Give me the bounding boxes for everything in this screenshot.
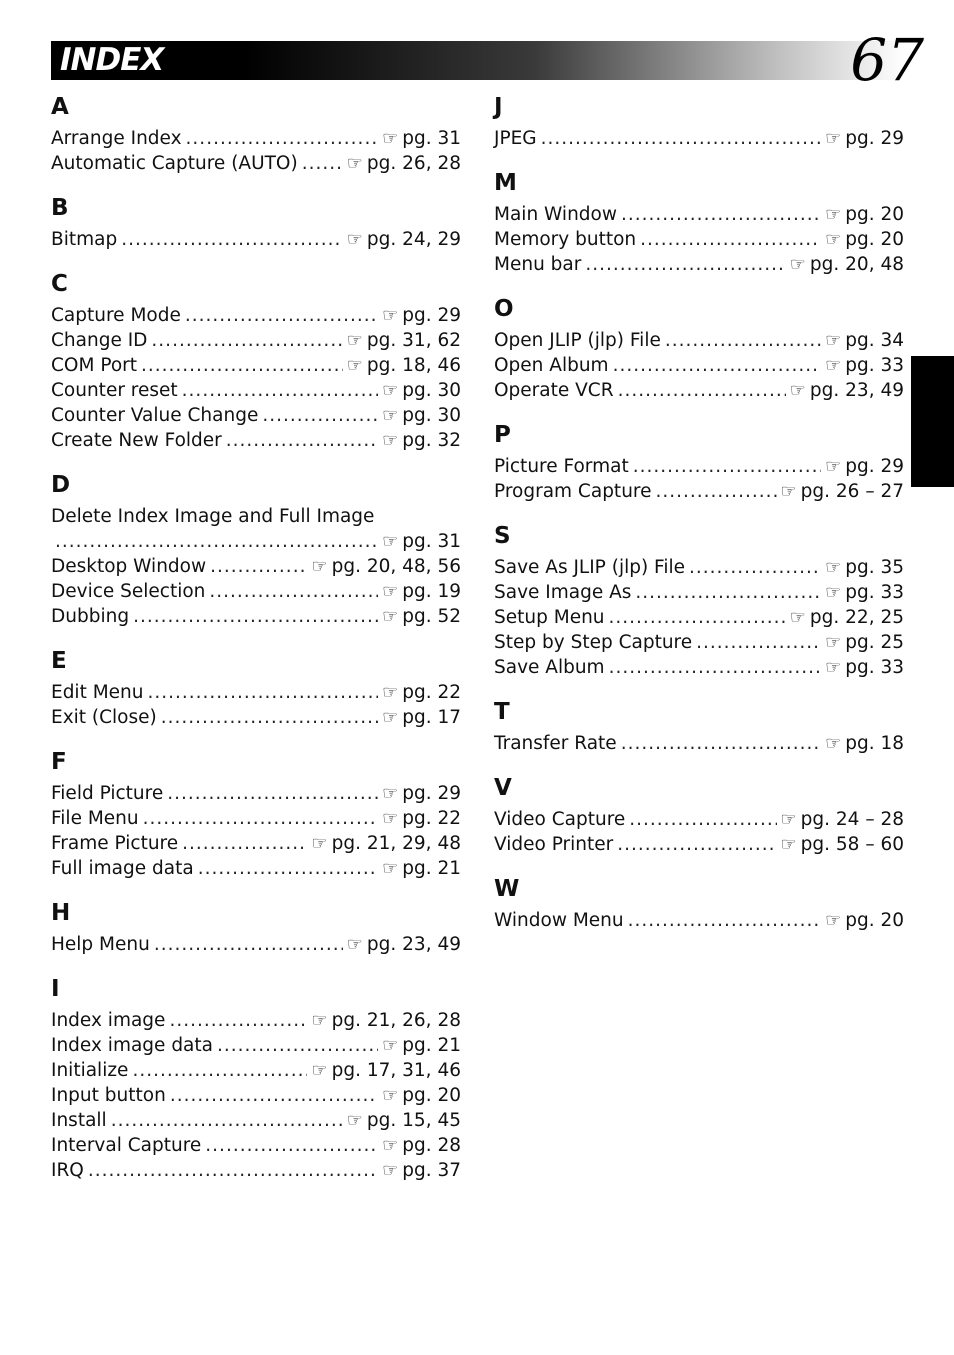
index-entry	[51, 856, 461, 881]
index-entry	[51, 831, 461, 856]
entry-term: Desktop Window	[51, 556, 207, 577]
entry-page-ref: pg. 17, 31, 46	[331, 1060, 461, 1081]
section-letter: W	[494, 876, 520, 902]
entry-term: COM Port	[51, 355, 137, 376]
pointing-hand-icon: ☞	[382, 682, 399, 703]
section-letter: I	[51, 976, 60, 1002]
thumb-index-tab	[911, 356, 954, 487]
page-number: 67	[850, 26, 924, 94]
pointing-hand-icon: ☞	[825, 355, 842, 376]
entry-page-ref: pg. 58 – 60	[800, 834, 904, 855]
dot-leader	[141, 353, 343, 378]
entry-term: Initialize	[51, 1060, 129, 1081]
index-section-c	[51, 269, 461, 453]
pointing-hand-icon: ☞	[825, 330, 842, 351]
entry-term: Automatic Capture (AUTO)	[51, 153, 298, 174]
section-letter: S	[494, 523, 511, 549]
entry-term: Menu bar	[494, 254, 582, 275]
pointing-hand-icon: ☞	[346, 1110, 363, 1131]
dot-leader	[621, 731, 821, 756]
index-entry	[51, 328, 461, 353]
section-letter: J	[494, 94, 503, 120]
dot-leader	[132, 1058, 307, 1083]
entry-term: JPEG	[494, 128, 537, 149]
dot-leader	[628, 908, 821, 933]
index-section-b	[51, 193, 461, 252]
index-section-f	[51, 747, 461, 881]
pointing-hand-icon: ☞	[780, 834, 797, 855]
entry-term: Create New Folder	[51, 430, 222, 451]
dot-leader	[111, 1108, 343, 1133]
dot-leader	[618, 378, 786, 403]
pointing-hand-icon: ☞	[382, 808, 399, 829]
pointing-hand-icon: ☞	[382, 858, 399, 879]
index-section-w	[494, 874, 904, 933]
pointing-hand-icon: ☞	[382, 1160, 399, 1181]
pointing-hand-icon: ☞	[382, 128, 399, 149]
pointing-hand-icon: ☞	[382, 380, 399, 401]
index-entry	[51, 504, 461, 529]
dot-leader	[133, 604, 378, 629]
entry-page-ref: pg. 21, 29, 48	[331, 833, 461, 854]
index-section-d	[51, 470, 461, 629]
dot-leader	[585, 252, 785, 277]
dot-leader	[55, 529, 378, 554]
entry-page-ref: pg. 25	[845, 632, 904, 653]
section-letter: F	[51, 749, 67, 775]
pointing-hand-icon: ☞	[825, 733, 842, 754]
entry-term: Help Menu	[51, 934, 150, 955]
dot-leader	[121, 227, 343, 252]
entry-term: Counter reset	[51, 380, 178, 401]
entry-term: Full image data	[51, 858, 194, 879]
dot-leader	[154, 932, 343, 957]
section-letter: E	[51, 648, 67, 674]
pointing-hand-icon: ☞	[382, 581, 399, 602]
pointing-hand-icon: ☞	[825, 582, 842, 603]
pointing-hand-icon: ☞	[825, 204, 842, 225]
pointing-hand-icon: ☞	[382, 606, 399, 627]
dot-leader	[621, 202, 821, 227]
index-entry	[51, 781, 461, 806]
pointing-hand-icon: ☞	[382, 531, 399, 552]
section-letter: T	[494, 699, 510, 725]
dot-leader	[148, 680, 379, 705]
dot-leader	[186, 126, 379, 151]
dot-leader	[182, 831, 307, 856]
index-section-t	[494, 697, 904, 756]
entry-page-ref: pg. 31	[402, 531, 461, 552]
index-entry	[494, 328, 904, 353]
section-letter: V	[494, 775, 512, 801]
entry-page-ref: pg. 29	[845, 128, 904, 149]
index-entry	[51, 1133, 461, 1158]
dot-leader	[217, 1033, 378, 1058]
entry-page-ref: pg. 19	[402, 581, 461, 602]
section-letter: H	[51, 900, 71, 926]
pointing-hand-icon: ☞	[382, 430, 399, 451]
entry-term: Main Window	[494, 204, 617, 225]
entry-page-ref: pg. 21	[402, 858, 461, 879]
pointing-hand-icon: ☞	[789, 254, 806, 275]
dot-leader	[689, 555, 821, 580]
entry-page-ref: pg. 22	[402, 808, 461, 829]
entry-page-ref: pg. 20, 48	[809, 254, 904, 275]
entry-term: Device Selection	[51, 581, 206, 602]
dot-leader	[205, 1133, 378, 1158]
entry-term: Capture Mode	[51, 305, 181, 326]
entry-page-ref: pg. 33	[845, 582, 904, 603]
index-entry	[494, 580, 904, 605]
index-entry	[494, 252, 904, 277]
entry-page-ref: pg. 31	[402, 128, 461, 149]
index-entry	[494, 202, 904, 227]
entry-page-ref: pg. 20	[845, 229, 904, 250]
pointing-hand-icon: ☞	[780, 481, 797, 502]
index-entry	[494, 227, 904, 252]
entry-page-ref: pg. 22	[402, 682, 461, 703]
section-letter: D	[51, 472, 71, 498]
pointing-hand-icon: ☞	[382, 405, 399, 426]
entry-page-ref: pg. 22, 25	[809, 607, 904, 628]
entry-page-ref: pg. 26 – 27	[800, 481, 904, 502]
entry-term: Dubbing	[51, 606, 130, 627]
section-letter: C	[51, 271, 68, 297]
section-letter: B	[51, 195, 69, 221]
entry-page-ref: pg. 18	[845, 733, 904, 754]
index-entry	[51, 126, 461, 151]
entry-term: Exit (Close)	[51, 707, 157, 728]
entry-term: Save Album	[494, 657, 605, 678]
entry-page-ref: pg. 31, 62	[366, 330, 461, 351]
entry-term: Change ID	[51, 330, 148, 351]
dot-leader	[151, 328, 342, 353]
dot-leader	[617, 832, 776, 857]
section-letter: A	[51, 94, 69, 120]
pointing-hand-icon: ☞	[382, 1085, 399, 1106]
index-entry	[494, 832, 904, 857]
dot-leader	[609, 655, 821, 680]
entry-page-ref: pg. 37	[402, 1160, 461, 1181]
dot-leader	[262, 403, 378, 428]
entry-term: Setup Menu	[494, 607, 605, 628]
entry-page-ref: pg. 29	[402, 783, 461, 804]
entry-page-ref: pg. 24, 29	[366, 229, 461, 250]
entry-term: Memory button	[494, 229, 637, 250]
entry-term: Transfer Rate	[494, 733, 617, 754]
dot-leader	[665, 328, 821, 353]
entry-term: Counter Value Change	[51, 405, 259, 426]
entry-page-ref: pg. 20	[845, 910, 904, 931]
entry-page-ref: pg. 52	[402, 606, 461, 627]
dot-leader	[541, 126, 821, 151]
index-column-left	[51, 90, 461, 1200]
pointing-hand-icon: ☞	[382, 305, 399, 326]
index-entry	[494, 807, 904, 832]
index-section-i	[51, 974, 461, 1183]
entry-page-ref: pg. 30	[402, 405, 461, 426]
entry-page-ref: pg. 26, 28	[366, 153, 461, 174]
index-entry	[51, 932, 461, 957]
pointing-hand-icon: ☞	[346, 330, 363, 351]
dot-leader	[210, 554, 307, 579]
dot-leader	[613, 353, 821, 378]
index-section-a	[51, 92, 461, 176]
dot-leader	[170, 1083, 378, 1108]
entry-term: Open Album	[494, 355, 609, 376]
index-entry	[51, 403, 461, 428]
entry-page-ref: pg. 32	[402, 430, 461, 451]
dot-leader	[209, 579, 378, 604]
dot-leader	[226, 428, 378, 453]
pointing-hand-icon: ☞	[311, 556, 328, 577]
section-letter: O	[494, 296, 514, 322]
pointing-hand-icon: ☞	[780, 809, 797, 830]
entry-page-ref: pg. 21	[402, 1035, 461, 1056]
dot-leader	[88, 1158, 378, 1183]
index-entry	[51, 378, 461, 403]
section-letter: P	[494, 422, 511, 448]
entry-page-ref: pg. 33	[845, 657, 904, 678]
entry-page-ref: pg. 20	[402, 1085, 461, 1106]
dot-leader	[629, 807, 776, 832]
entry-term: Index image data	[51, 1035, 213, 1056]
entry-term: Save Image As	[494, 582, 632, 603]
dot-leader	[161, 705, 378, 730]
entry-term: Index image	[51, 1010, 166, 1031]
entry-page-ref: pg. 29	[845, 456, 904, 477]
index-section-o	[494, 294, 904, 403]
entry-page-ref: pg. 18, 46	[366, 355, 461, 376]
pointing-hand-icon: ☞	[311, 1010, 328, 1031]
index-section-h	[51, 898, 461, 957]
entry-page-ref: pg. 21, 26, 28	[331, 1010, 461, 1031]
pointing-hand-icon: ☞	[789, 380, 806, 401]
dot-leader	[182, 378, 378, 403]
entry-term: Picture Format	[494, 456, 629, 477]
index-entry	[494, 454, 904, 479]
index-entry	[51, 554, 461, 579]
header-bar	[51, 41, 931, 80]
entry-term: Bitmap	[51, 229, 118, 250]
entry-page-ref: pg. 34	[845, 330, 904, 351]
index-entry	[494, 908, 904, 933]
dot-leader	[143, 806, 378, 831]
pointing-hand-icon: ☞	[311, 833, 328, 854]
entry-term: Frame Picture	[51, 833, 179, 854]
index-entry	[494, 353, 904, 378]
entry-page-ref: pg. 30	[402, 380, 461, 401]
entry-term: Field Picture	[51, 783, 164, 804]
entry-page-ref: pg. 20, 48, 56	[331, 556, 461, 577]
index-entry	[51, 303, 461, 328]
entry-term: Arrange Index	[51, 128, 182, 149]
dot-leader	[169, 1008, 307, 1033]
entry-term: IRQ	[51, 1160, 84, 1181]
pointing-hand-icon: ☞	[825, 229, 842, 250]
index-section-e	[51, 646, 461, 730]
index-entry	[51, 353, 461, 378]
index-entry	[51, 1108, 461, 1133]
index-entry	[51, 705, 461, 730]
index-section-m	[494, 168, 904, 277]
index-entry	[494, 731, 904, 756]
entry-term: Open JLIP (jlp) File	[494, 330, 661, 351]
entry-term: File Menu	[51, 808, 139, 829]
entry-term: Window Menu	[494, 910, 624, 931]
entry-page-ref: pg. 17	[402, 707, 461, 728]
index-section-p	[494, 420, 904, 504]
index-entry	[51, 151, 461, 176]
pointing-hand-icon: ☞	[382, 1135, 399, 1156]
index-entry	[51, 428, 461, 453]
dot-leader	[656, 479, 777, 504]
dot-leader	[635, 580, 821, 605]
entry-term: Delete Index Image and Full Image	[51, 506, 375, 527]
dot-leader	[302, 151, 343, 176]
index-entry	[494, 126, 904, 151]
dot-leader	[198, 856, 378, 881]
index-entry	[51, 1033, 461, 1058]
index-entry	[494, 655, 904, 680]
index-entry	[494, 630, 904, 655]
entry-page-ref: pg. 20	[845, 204, 904, 225]
index-entry	[494, 605, 904, 630]
index-entry	[51, 529, 461, 554]
entry-page-ref: pg. 28	[402, 1135, 461, 1156]
entry-term: Edit Menu	[51, 682, 144, 703]
entry-page-ref: pg. 29	[402, 305, 461, 326]
index-entry	[51, 1008, 461, 1033]
dot-leader	[609, 605, 786, 630]
index-entry	[51, 1083, 461, 1108]
entry-term: Video Printer	[494, 834, 614, 855]
index-entry	[494, 555, 904, 580]
entry-page-ref: pg. 23, 49	[366, 934, 461, 955]
index-entry	[51, 806, 461, 831]
pointing-hand-icon: ☞	[825, 657, 842, 678]
dot-leader	[633, 454, 821, 479]
index-entry	[51, 604, 461, 629]
pointing-hand-icon: ☞	[382, 1035, 399, 1056]
index-entry	[51, 579, 461, 604]
entry-page-ref: pg. 23, 49	[809, 380, 904, 401]
index-section-s	[494, 521, 904, 680]
pointing-hand-icon: ☞	[382, 783, 399, 804]
index-entry	[494, 479, 904, 504]
pointing-hand-icon: ☞	[789, 607, 806, 628]
pointing-hand-icon: ☞	[825, 910, 842, 931]
entry-page-ref: pg. 33	[845, 355, 904, 376]
pointing-hand-icon: ☞	[346, 229, 363, 250]
entry-term: Interval Capture	[51, 1135, 202, 1156]
entry-term: Operate VCR	[494, 380, 614, 401]
index-section-j	[494, 92, 904, 151]
entry-term: Step by Step Capture	[494, 632, 693, 653]
entry-term: Program Capture	[494, 481, 652, 502]
index-section-v	[494, 773, 904, 857]
pointing-hand-icon: ☞	[825, 557, 842, 578]
entry-term: Save As JLIP (jlp) File	[494, 557, 686, 578]
pointing-hand-icon: ☞	[346, 355, 363, 376]
entry-term: Video Capture	[494, 809, 626, 830]
index-entry	[51, 227, 461, 252]
index-entry	[51, 680, 461, 705]
index-entry	[51, 1058, 461, 1083]
dot-leader	[640, 227, 821, 252]
pointing-hand-icon: ☞	[346, 934, 363, 955]
index-entry	[51, 1158, 461, 1183]
entry-term: Install	[51, 1110, 107, 1131]
page-title: INDEX	[60, 42, 164, 78]
section-letter: M	[494, 170, 517, 196]
pointing-hand-icon: ☞	[825, 128, 842, 149]
entry-page-ref: pg. 15, 45	[366, 1110, 461, 1131]
pointing-hand-icon: ☞	[346, 153, 363, 174]
entry-term: Input button	[51, 1085, 166, 1106]
pointing-hand-icon: ☞	[311, 1060, 328, 1081]
entry-page-ref: pg. 35	[845, 557, 904, 578]
index-column-right	[494, 90, 904, 950]
dot-leader	[696, 630, 821, 655]
pointing-hand-icon: ☞	[825, 632, 842, 653]
pointing-hand-icon: ☞	[382, 707, 399, 728]
dot-leader	[185, 303, 378, 328]
entry-page-ref: pg. 24 – 28	[800, 809, 904, 830]
pointing-hand-icon: ☞	[825, 456, 842, 477]
index-entry	[494, 378, 904, 403]
dot-leader	[167, 781, 378, 806]
